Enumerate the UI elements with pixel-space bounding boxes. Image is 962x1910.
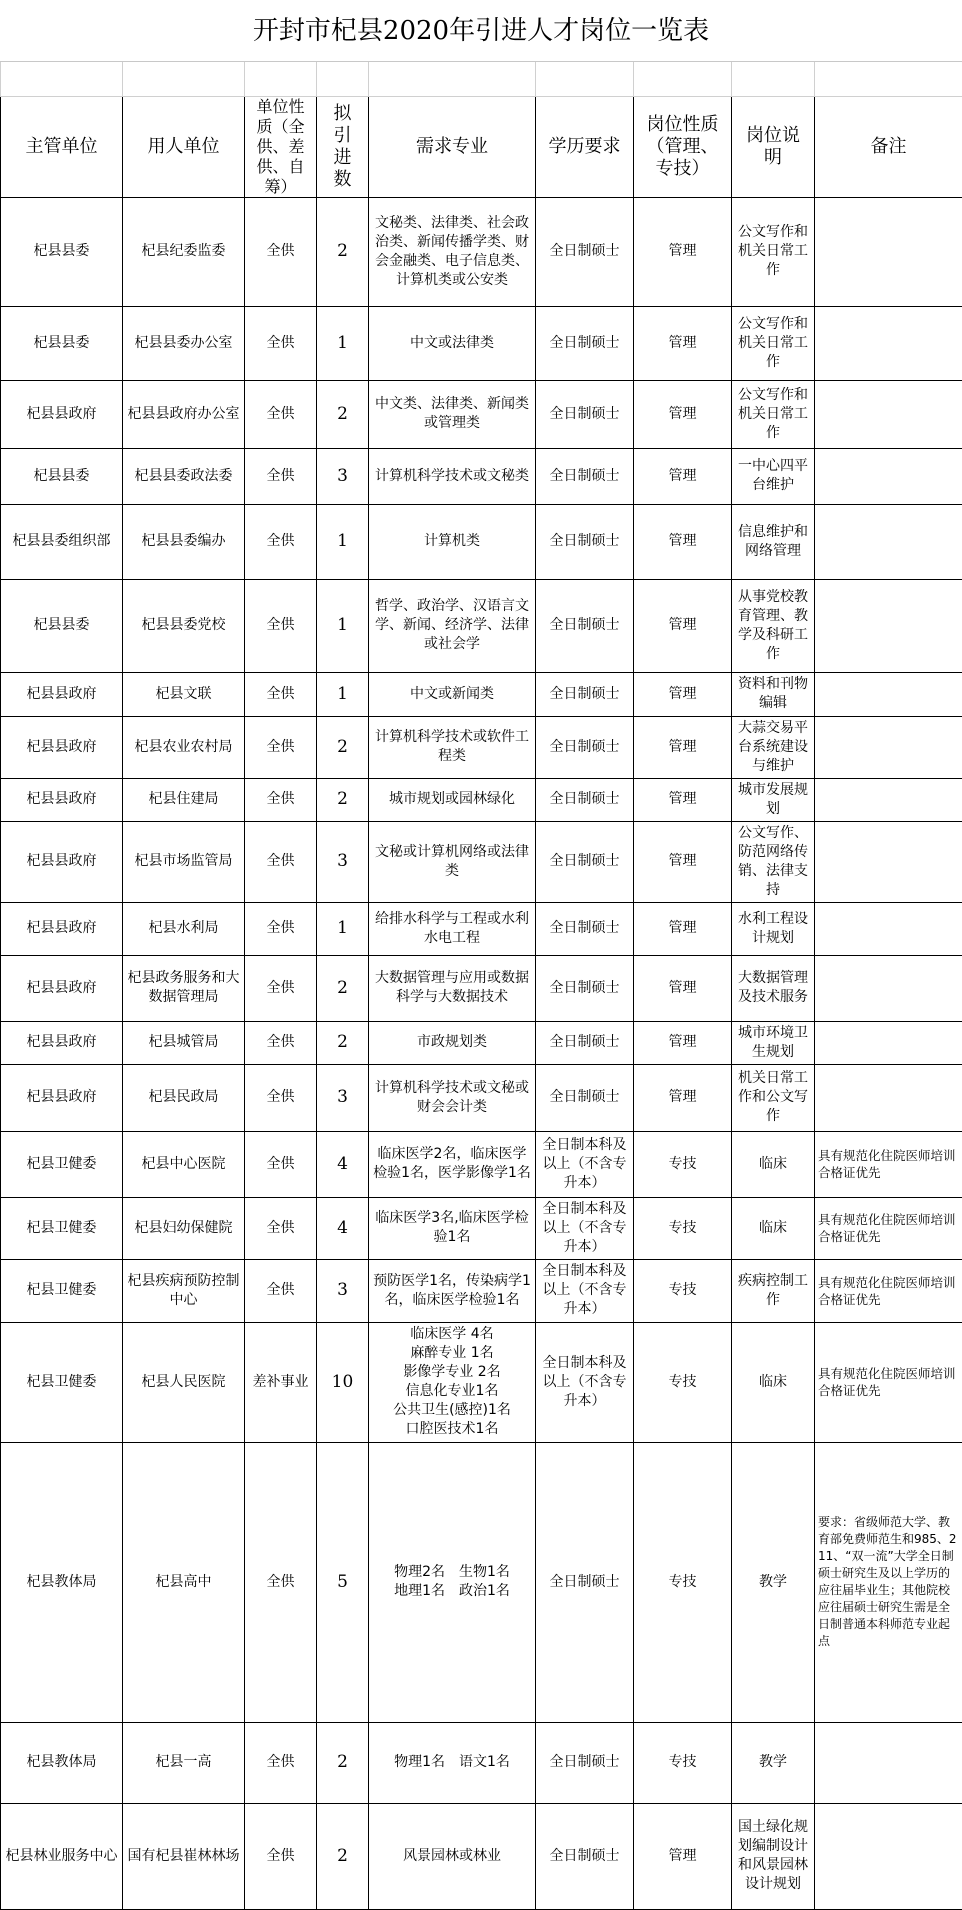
- table-row: [1, 380, 962, 448]
- cell-nature: 全供: [245, 306, 317, 380]
- cell-edu: 全日制硕士: [536, 448, 634, 504]
- cell-type: 管理: [634, 1064, 732, 1131]
- cell-count: 3: [317, 1064, 369, 1131]
- cell-major: 市政规划类: [369, 1021, 536, 1064]
- cell-dept: 杞县县政府: [1, 380, 123, 448]
- cell-nature: 全供: [245, 1197, 317, 1259]
- cell-count: 2: [317, 1803, 369, 1909]
- cell-count: 2: [317, 1021, 369, 1064]
- cell-count: 1: [317, 504, 369, 579]
- cell-major: 计算机科学技术或软件工程类: [369, 716, 536, 778]
- cell-unit: 杞县水利局: [123, 902, 245, 955]
- cell-major: 计算机类: [369, 504, 536, 579]
- cell-nature: 全供: [245, 1131, 317, 1197]
- cell-desc: 城市环境卫生规划: [732, 1021, 815, 1064]
- cell-desc: 资料和刊物编辑: [732, 672, 815, 716]
- cell-type: 管理: [634, 902, 732, 955]
- table-row: [1, 902, 962, 955]
- cell-note: [815, 821, 962, 902]
- cell-unit: 杞县县委编办: [123, 504, 245, 579]
- table-row: [1, 821, 962, 902]
- cell-nature: 全供: [245, 1722, 317, 1803]
- cell-unit: 杞县纪委监委: [123, 197, 245, 306]
- blank-row: [1, 62, 962, 96]
- cell-edu: 全日制硕士: [536, 1722, 634, 1803]
- cell-major: 哲学、政治学、汉语言文学、新闻、经济学、法律或社会学: [369, 579, 536, 672]
- cell-nature: 全供: [245, 902, 317, 955]
- cell-dept: 杞县县政府: [1, 716, 123, 778]
- cell-count: 2: [317, 716, 369, 778]
- table-row: [1, 1322, 962, 1442]
- cell-edu: 全日制硕士: [536, 672, 634, 716]
- cell-dept: 杞县县政府: [1, 955, 123, 1021]
- cell-note: 具有规范化住院医师培训合格证优先: [815, 1197, 962, 1259]
- cell-count: 1: [317, 672, 369, 716]
- table-row: [1, 1722, 962, 1803]
- cell-unit: 杞县文联: [123, 672, 245, 716]
- cell-note: 具有规范化住院医师培训合格证优先: [815, 1131, 962, 1197]
- cell-nature: 全供: [245, 1442, 317, 1722]
- cell-unit: 杞县中心医院: [123, 1131, 245, 1197]
- cell-type: 专技: [634, 1259, 732, 1322]
- cell-nature: 全供: [245, 1803, 317, 1909]
- cell-desc: 信息维护和网络管理: [732, 504, 815, 579]
- table-row: [1, 1021, 962, 1064]
- cell-note: [815, 1021, 962, 1064]
- cell-unit: 杞县市场监管局: [123, 821, 245, 902]
- cell-major: 物理2名 生物1名 地理1名 政治1名: [369, 1442, 536, 1722]
- cell-edu: 全日制硕士: [536, 579, 634, 672]
- cell-major: 文秘或计算机网络或法律类: [369, 821, 536, 902]
- cell-nature: 全供: [245, 716, 317, 778]
- cell-desc: 从事党校教育管理、教学及科研工作: [732, 579, 815, 672]
- cell-dept: 杞县林业服务中心: [1, 1803, 123, 1909]
- cell-nature: 全供: [245, 448, 317, 504]
- table-row: [1, 1131, 962, 1197]
- cell-unit: 杞县一高: [123, 1722, 245, 1803]
- cell-dept: 杞县卫健委: [1, 1131, 123, 1197]
- cell-dept: 杞县县政府: [1, 778, 123, 821]
- cell-major: 预防医学1名，传染病学1名，临床医学检验1名: [369, 1259, 536, 1322]
- header-edu: 学历要求: [536, 96, 634, 197]
- cell-type: 专技: [634, 1722, 732, 1803]
- cell-desc: 一中心四平台维护: [732, 448, 815, 504]
- cell-dept: 杞县卫健委: [1, 1259, 123, 1322]
- header-note: 备注: [815, 96, 962, 197]
- cell-nature: 全供: [245, 821, 317, 902]
- cell-major: 临床医学2名，临床医学检验1名，医学影像学1名: [369, 1131, 536, 1197]
- cell-desc: 公文写作、防范网络传销、法律支持: [732, 821, 815, 902]
- cell-dept: 杞县县政府: [1, 1021, 123, 1064]
- header-desc: 岗位说明: [732, 96, 815, 197]
- cell-note: [815, 1803, 962, 1909]
- cell-note: [815, 504, 962, 579]
- cell-desc: 水利工程设计规划: [732, 902, 815, 955]
- cell-unit: 国有杞县崔林林场: [123, 1803, 245, 1909]
- cell-nature: 全供: [245, 955, 317, 1021]
- cell-edu: 全日制硕士: [536, 778, 634, 821]
- cell-edu: 全日制硕士: [536, 504, 634, 579]
- cell-desc: 公文写作和机关日常工作: [732, 306, 815, 380]
- cell-dept: 杞县县政府: [1, 672, 123, 716]
- table-row: [1, 778, 962, 821]
- cell-dept: 杞县县政府: [1, 821, 123, 902]
- cell-count: 2: [317, 380, 369, 448]
- cell-edu: 全日制硕士: [536, 821, 634, 902]
- cell-note: 具有规范化住院医师培训合格证优先: [815, 1322, 962, 1442]
- cell-type: 管理: [634, 672, 732, 716]
- cell-desc: 公文写作和机关日常工作: [732, 380, 815, 448]
- cell-desc: 机关日常工作和公文写作: [732, 1064, 815, 1131]
- cell-count: 2: [317, 197, 369, 306]
- cell-type: 管理: [634, 955, 732, 1021]
- cell-dept: 杞县县政府: [1, 902, 123, 955]
- cell-note: [815, 902, 962, 955]
- cell-desc: 城市发展规划: [732, 778, 815, 821]
- cell-unit: 杞县妇幼保健院: [123, 1197, 245, 1259]
- cell-desc: 临床: [732, 1131, 815, 1197]
- cell-desc: 大蒜交易平台系统建设与维护: [732, 716, 815, 778]
- cell-count: 1: [317, 902, 369, 955]
- cell-dept: 杞县卫健委: [1, 1322, 123, 1442]
- cell-note: [815, 306, 962, 380]
- cell-desc: 国土绿化规划编制设计和风景园林设计规划: [732, 1803, 815, 1909]
- header-major: 需求专业: [369, 96, 536, 197]
- cell-type: 管理: [634, 306, 732, 380]
- cell-count: 2: [317, 955, 369, 1021]
- cell-count: 4: [317, 1131, 369, 1197]
- cell-type: 管理: [634, 1021, 732, 1064]
- cell-desc: 教学: [732, 1442, 815, 1722]
- table-row: [1, 1064, 962, 1131]
- cell-count: 10: [317, 1322, 369, 1442]
- cell-note: 要求：省级师范大学、教育部免费师范生和985、211、“双一流”大学全日制硕士研究生及以上学历的应往届毕业生；其他院校应往届硕士研究生需是全日制普通本科师范专业起点: [815, 1442, 962, 1722]
- cell-note: [815, 955, 962, 1021]
- table-row: [1, 197, 962, 306]
- cell-count: 3: [317, 1259, 369, 1322]
- cell-major: 给排水科学与工程或水利水电工程: [369, 902, 536, 955]
- cell-desc: 公文写作和机关日常工作: [732, 197, 815, 306]
- header-count: 拟引进数: [317, 96, 369, 197]
- cell-note: [815, 380, 962, 448]
- cell-edu: 全日制硕士: [536, 1021, 634, 1064]
- cell-type: 专技: [634, 1197, 732, 1259]
- cell-nature: 全供: [245, 1021, 317, 1064]
- cell-edu: 全日制硕士: [536, 716, 634, 778]
- cell-type: 专技: [634, 1322, 732, 1442]
- header-row: [1, 96, 962, 197]
- cell-type: 管理: [634, 380, 732, 448]
- cell-major: 物理1名 语文1名: [369, 1722, 536, 1803]
- cell-count: 3: [317, 821, 369, 902]
- cell-major: 中文或新闻类: [369, 672, 536, 716]
- cell-edu: 全日制硕士: [536, 1064, 634, 1131]
- cell-edu: 全日制硕士: [536, 306, 634, 380]
- table-row: [1, 955, 962, 1021]
- cell-desc: 教学: [732, 1722, 815, 1803]
- cell-note: [815, 716, 962, 778]
- cell-count: 5: [317, 1442, 369, 1722]
- cell-edu: 全日制硕士: [536, 955, 634, 1021]
- cell-type: 管理: [634, 197, 732, 306]
- page-title: 开封市杞县2020年引进人才岗位一览表: [0, 0, 962, 62]
- cell-count: 4: [317, 1197, 369, 1259]
- cell-type: 管理: [634, 504, 732, 579]
- table-body: [1, 197, 962, 1909]
- table-row: [1, 1197, 962, 1259]
- cell-note: [815, 672, 962, 716]
- cell-unit: 杞县城管局: [123, 1021, 245, 1064]
- cell-type: 管理: [634, 716, 732, 778]
- cell-major: 文秘类、法律类、社会政治类、新闻传播学类、财会金融类、电子信息类、计算机类或公安类: [369, 197, 536, 306]
- cell-count: 1: [317, 306, 369, 380]
- cell-unit: 杞县高中: [123, 1442, 245, 1722]
- table-row: [1, 579, 962, 672]
- cell-nature: 全供: [245, 380, 317, 448]
- cell-nature: 全供: [245, 1259, 317, 1322]
- cell-dept: 杞县教体局: [1, 1442, 123, 1722]
- cell-desc: 大数据管理及技术服务: [732, 955, 815, 1021]
- cell-desc: 临床: [732, 1322, 815, 1442]
- cell-nature: 全供: [245, 579, 317, 672]
- cell-count: 1: [317, 579, 369, 672]
- cell-nature: 全供: [245, 672, 317, 716]
- cell-dept: 杞县县委: [1, 197, 123, 306]
- cell-unit: 杞县县委政法委: [123, 448, 245, 504]
- cell-edu: 全日制本科及以上（不含专升本）: [536, 1131, 634, 1197]
- cell-unit: 杞县疾病预防控制中心: [123, 1259, 245, 1322]
- cell-note: 具有规范化住院医师培训合格证优先: [815, 1259, 962, 1322]
- header-unit: 用人单位: [123, 96, 245, 197]
- cell-desc: 疾病控制工作: [732, 1259, 815, 1322]
- cell-note: [815, 579, 962, 672]
- cell-edu: 全日制本科及以上（不含专升本）: [536, 1322, 634, 1442]
- cell-count: 2: [317, 1722, 369, 1803]
- cell-major: 临床医学 4名 麻醉专业 1名 影像学专业 2名 信息化专业1名 公共卫生(感控)1名 口腔医技术1名: [369, 1322, 536, 1442]
- table-row: [1, 1803, 962, 1909]
- cell-note: [815, 197, 962, 306]
- cell-dept: 杞县县政府: [1, 1064, 123, 1131]
- cell-major: 临床医学3名,临床医学检验1名: [369, 1197, 536, 1259]
- cell-major: 计算机科学技术或文秘类: [369, 448, 536, 504]
- cell-type: 管理: [634, 778, 732, 821]
- cell-count: 3: [317, 448, 369, 504]
- cell-dept: 杞县卫健委: [1, 1197, 123, 1259]
- table-row: [1, 448, 962, 504]
- cell-dept: 杞县教体局: [1, 1722, 123, 1803]
- table-row: [1, 1442, 962, 1722]
- cell-nature: 全供: [245, 778, 317, 821]
- table-row: [1, 716, 962, 778]
- cell-dept: 杞县县委: [1, 306, 123, 380]
- positions-table: [0, 62, 962, 1910]
- table-row: [1, 1259, 962, 1322]
- cell-nature: 全供: [245, 197, 317, 306]
- cell-type: 管理: [634, 579, 732, 672]
- cell-edu: 全日制硕士: [536, 1803, 634, 1909]
- cell-unit: 杞县农业农村局: [123, 716, 245, 778]
- table-row: [1, 504, 962, 579]
- cell-edu: 全日制硕士: [536, 902, 634, 955]
- cell-nature: 全供: [245, 1064, 317, 1131]
- cell-type: 管理: [634, 448, 732, 504]
- cell-major: 计算机科学技术或文秘或财会会计类: [369, 1064, 536, 1131]
- cell-type: 管理: [634, 1803, 732, 1909]
- cell-nature: 全供: [245, 504, 317, 579]
- cell-major: 中文或法律类: [369, 306, 536, 380]
- cell-major: 风景园林或林业: [369, 1803, 536, 1909]
- cell-edu: 全日制本科及以上（不含专升本）: [536, 1259, 634, 1322]
- cell-edu: 全日制本科及以上（不含专升本）: [536, 1197, 634, 1259]
- cell-desc: 临床: [732, 1197, 815, 1259]
- cell-type: 专技: [634, 1131, 732, 1197]
- cell-unit: 杞县民政局: [123, 1064, 245, 1131]
- cell-note: [815, 1064, 962, 1131]
- cell-unit: 杞县县委党校: [123, 579, 245, 672]
- header-type: 岗位性质（管理、专技）: [634, 96, 732, 197]
- cell-dept: 杞县县委: [1, 579, 123, 672]
- header-nature: 单位性质（全供、差供、自筹）: [245, 96, 317, 197]
- cell-edu: 全日制硕士: [536, 380, 634, 448]
- cell-major: 中文类、法律类、新闻类或管理类: [369, 380, 536, 448]
- cell-unit: 杞县县政府办公室: [123, 380, 245, 448]
- table-row: [1, 672, 962, 716]
- cell-edu: 全日制硕士: [536, 197, 634, 306]
- table-row: [1, 306, 962, 380]
- cell-unit: 杞县人民医院: [123, 1322, 245, 1442]
- cell-major: 大数据管理与应用或数据科学与大数据技术: [369, 955, 536, 1021]
- header-dept: 主管单位: [1, 96, 123, 197]
- cell-type: 管理: [634, 821, 732, 902]
- cell-dept: 杞县县委组织部: [1, 504, 123, 579]
- cell-dept: 杞县县委: [1, 448, 123, 504]
- cell-edu: 全日制硕士: [536, 1442, 634, 1722]
- cell-note: [815, 448, 962, 504]
- cell-major: 城市规划或园林绿化: [369, 778, 536, 821]
- cell-note: [815, 778, 962, 821]
- cell-note: [815, 1722, 962, 1803]
- cell-unit: 杞县住建局: [123, 778, 245, 821]
- cell-unit: 杞县政务服务和大数据管理局: [123, 955, 245, 1021]
- cell-type: 专技: [634, 1442, 732, 1722]
- cell-nature: 差补事业: [245, 1322, 317, 1442]
- cell-unit: 杞县县委办公室: [123, 306, 245, 380]
- cell-count: 2: [317, 778, 369, 821]
